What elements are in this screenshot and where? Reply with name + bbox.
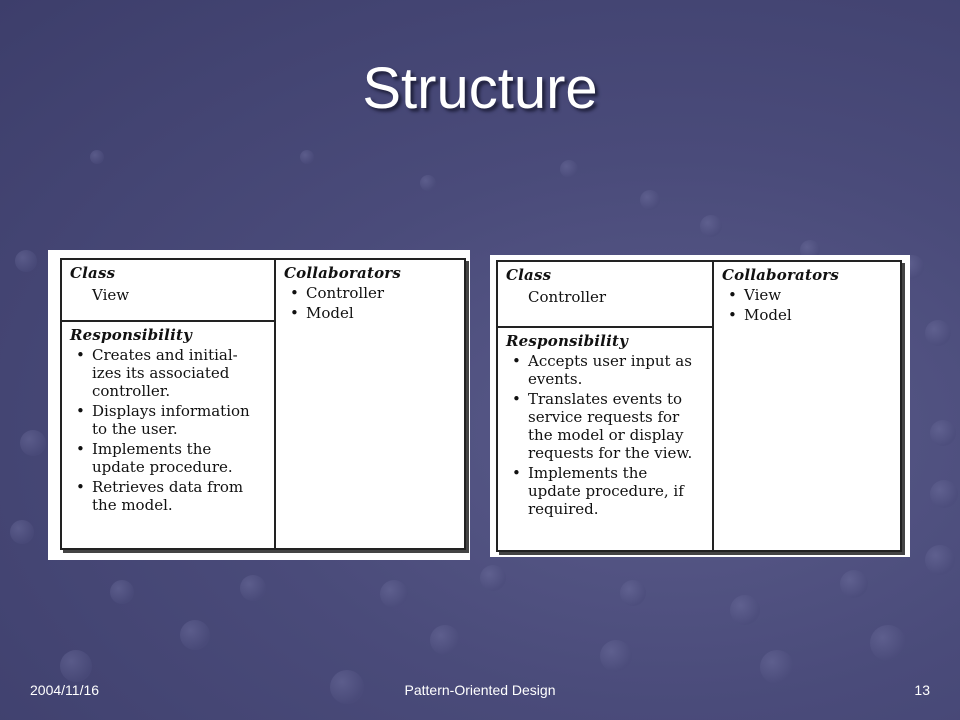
collaborator-item: • Model xyxy=(290,304,354,322)
responsibility-list xyxy=(506,352,704,518)
crc-card-controller xyxy=(490,255,910,557)
footer-title: Pattern-Oriented Design xyxy=(404,682,556,698)
slide-title: Structure xyxy=(362,56,598,121)
collaborators-box xyxy=(714,262,900,550)
class-box xyxy=(62,260,274,322)
class-box xyxy=(498,262,712,328)
collaborator-item: • View xyxy=(728,286,782,304)
class-name: Controller xyxy=(528,288,607,306)
collaborator-item: • Model xyxy=(728,306,792,324)
crc-card-view xyxy=(48,250,470,560)
collaborator-item: • Controller xyxy=(290,284,385,302)
responsibility-heading: Responsibility xyxy=(70,326,193,344)
responsibility-box xyxy=(62,322,274,548)
responsibility-item: • Accepts user input as events. xyxy=(512,352,692,388)
collaborators-list xyxy=(722,286,892,324)
responsibility-item: • Implements the update procedure. xyxy=(76,440,233,476)
responsibility-item: • Retrieves data from the model. xyxy=(76,478,244,514)
responsibility-item: • Creates and initial-izes its associated controller. xyxy=(76,346,238,400)
class-name: View xyxy=(92,286,130,304)
class-heading: Class xyxy=(506,266,552,284)
responsibility-item: • Displays information to the user. xyxy=(76,402,250,438)
footer-page-number: 13 xyxy=(914,682,930,698)
responsibility-item: • Implements the update procedure, if required. xyxy=(512,464,684,518)
responsibility-box xyxy=(498,328,712,550)
collaborators-list xyxy=(284,284,456,322)
responsibility-heading: Responsibility xyxy=(506,332,629,350)
collaborators-heading: Collaborators xyxy=(284,264,402,282)
responsibility-list xyxy=(70,346,266,514)
class-heading: Class xyxy=(70,264,116,282)
responsibility-item: • Translates events to service requests for the model or display requests for the view. xyxy=(512,390,693,462)
collaborators-box xyxy=(276,260,464,548)
collaborators-heading: Collaborators xyxy=(722,266,840,284)
footer-date: 2004/11/16 xyxy=(30,682,100,698)
